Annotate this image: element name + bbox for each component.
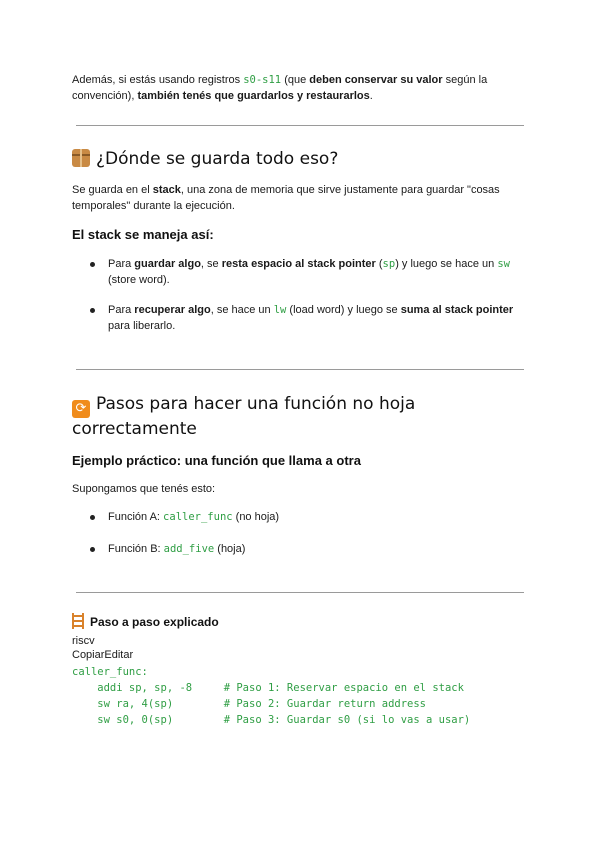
stack-bullet-list-2 xyxy=(72,302,528,334)
bullet-dot xyxy=(90,308,95,313)
paragraph-text: , una zona de memoria que sirve justamente para guardar "cosas temporales" durante la ejecución. xyxy=(72,184,500,212)
code-language-label: riscv xyxy=(72,635,95,647)
subheading-paso-a-paso xyxy=(72,613,219,630)
list-item xyxy=(72,509,528,525)
code-block: caller_func: addi sp, sp, -8 # Paso 1: Reservar espacio en el stack sw ra, 4(sp) # Paso 2: Guardar return address sw s0, 0(sp) # Paso 3: Guardar s0 (si lo vas a usar) xyxy=(72,666,471,726)
ladder-icon xyxy=(72,613,84,629)
item-text: , se xyxy=(200,258,222,270)
copy-edit-actions[interactable]: CopiarEditar xyxy=(72,649,134,661)
item-text: (load word) y luego se xyxy=(286,304,401,316)
inline-code-registers: s0-s11 xyxy=(243,74,282,86)
inline-code: caller_func xyxy=(163,511,233,523)
item-text: Para xyxy=(108,304,135,316)
item-text: (store word). xyxy=(108,274,170,286)
bullet-dot xyxy=(90,262,95,267)
heading-text: Paso a paso explicado xyxy=(90,615,219,629)
inline-code: sw xyxy=(497,258,510,270)
item-bold: guardar algo xyxy=(134,258,201,270)
bullet-dot xyxy=(90,547,95,552)
intro-text: según la convención), xyxy=(72,74,488,102)
package-icon xyxy=(72,149,90,167)
intro-text: (que xyxy=(281,74,310,86)
paragraph-text: Se guarda en el xyxy=(72,184,153,196)
item-text: Función A: xyxy=(108,511,164,523)
list-item xyxy=(72,541,528,557)
subheading-ejemplo: Ejemplo práctico: una función que llama a otra xyxy=(72,453,361,468)
item-text: ( xyxy=(375,258,383,270)
section-heading-donde xyxy=(72,148,338,171)
stack-paragraph xyxy=(72,182,528,214)
paragraph-bold: stack xyxy=(152,184,181,196)
suppose-paragraph: Supongamos que tenés esto: xyxy=(72,483,216,495)
section-heading-pasos xyxy=(72,393,432,441)
list-item xyxy=(72,302,528,334)
heading-text: ¿Dónde se guarda todo eso? xyxy=(96,149,339,169)
intro-bold: deben conservar su valor xyxy=(309,74,443,86)
list-item xyxy=(72,256,528,288)
item-text: , se hace un xyxy=(210,304,274,316)
stack-bullet-list xyxy=(72,256,528,288)
item-text: Para xyxy=(108,258,135,270)
intro-bold: también tenés que guardarlos y restaurarlos xyxy=(137,90,370,102)
bullet-dot xyxy=(90,515,95,520)
divider xyxy=(76,369,524,370)
function-list xyxy=(72,509,528,525)
item-bold: resta espacio al stack pointer xyxy=(221,258,376,270)
item-text: para liberarlo. xyxy=(108,320,176,332)
subheading-stack: El stack se maneja así: xyxy=(72,227,214,242)
repeat-icon: ⟳ xyxy=(72,400,90,418)
item-text: (hoja) xyxy=(214,543,246,555)
intro-text: Además, si estás usando registros xyxy=(72,74,244,86)
function-list-2 xyxy=(72,541,528,557)
heading-text: Pasos para hacer una función no hoja correctamente xyxy=(72,394,416,439)
inline-code: add_five xyxy=(163,543,215,555)
inline-code: sp xyxy=(382,258,396,270)
intro-text: . xyxy=(369,90,373,102)
item-text: Función B: xyxy=(108,543,164,555)
item-bold: suma al stack pointer xyxy=(400,304,514,316)
item-bold: recuperar algo xyxy=(134,304,211,316)
item-text: ) y luego se hace un xyxy=(395,258,498,270)
divider xyxy=(76,592,524,593)
intro-paragraph xyxy=(72,72,528,104)
inline-code: lw xyxy=(273,304,287,316)
divider xyxy=(76,125,524,126)
item-text: (no hoja) xyxy=(232,511,280,523)
